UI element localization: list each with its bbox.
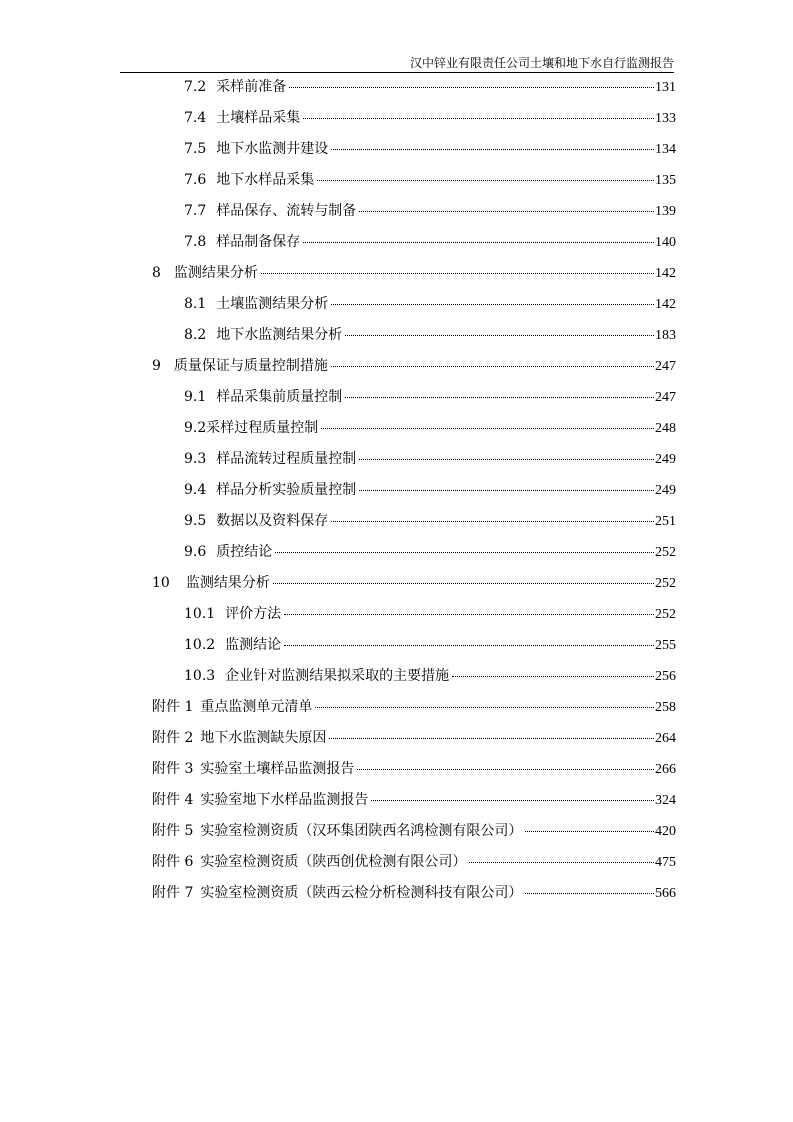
toc-entry-title: 企业针对监测结果拟采取的主要措施 [225,668,450,684]
toc-entry-page-number: 133 [655,111,676,126]
toc-entry-title: 质控结论 [216,544,273,560]
toc-entry-number: 7.7 [184,203,207,219]
toc-leader-dots [331,521,654,522]
toc-leader-dots [357,769,654,770]
toc-leader-dots [329,738,654,739]
toc-entry-title: 样品制备保存 [216,234,301,250]
toc-entry[interactable] [152,883,676,903]
toc-leader-dots [261,273,654,274]
toc-entry-number: 10.2 [184,637,216,653]
toc-leader-dots [469,862,654,863]
toc-entry[interactable] [184,232,676,252]
toc-entry-number: 附件 2 [152,730,194,746]
toc-entry-number: 附件 5 [152,823,194,839]
toc-entry-title: 实验室土壤样品监测报告 [200,761,355,777]
toc-entry-title: 采样前准备 [216,79,287,95]
toc-entry[interactable] [184,294,676,314]
toc-entry-page-number: 255 [655,638,676,653]
toc-leader-dots [275,552,654,553]
toc-entry[interactable] [184,77,676,97]
toc-entry-page-number: 140 [655,235,676,250]
toc-entry-page-number: 252 [655,576,676,591]
toc-entry[interactable] [152,728,676,748]
toc-entry-title: 监测结果分析 [185,575,270,591]
toc-entry-number: 7.6 [184,172,207,188]
toc-entry-number: 9.3 [184,451,207,467]
toc-entry-number: 9.6 [184,544,207,560]
toc-leader-dots [289,87,654,88]
toc-entry-number: 9.4 [184,482,207,498]
toc-entry[interactable] [152,852,676,872]
toc-entry-title: 地下水监测井建设 [216,141,329,157]
toc-entry-number: 9.5 [184,513,207,529]
toc-entry-number: 附件 4 [152,792,194,808]
toc-leader-dots [359,211,654,212]
toc-entry-page-number: 248 [655,421,676,436]
toc-leader-dots [331,149,654,150]
toc-entry-title: 土壤监测结果分析 [216,296,329,312]
toc-entry-title: 监测结果分析 [173,265,258,281]
toc-entry[interactable] [184,511,676,531]
toc-entry-page-number: 566 [655,886,676,901]
toc-entry-page-number: 266 [655,762,676,777]
toc-entry-title: 数据以及资料保存 [216,513,329,529]
toc-entry-number: 10.3 [184,668,216,684]
toc-entry-page-number: 247 [655,390,676,405]
toc-entry[interactable] [152,356,676,376]
toc-entry[interactable] [184,418,676,438]
toc-entry-page-number: 256 [655,669,676,684]
toc-entry-title: 地下水监测结果分析 [216,327,343,343]
toc-entry-page-number: 252 [655,607,676,622]
toc-entry-number: 9.2 [184,420,207,436]
toc-entry-title: 地下水样品采集 [216,172,315,188]
toc-leader-dots [315,707,654,708]
toc-entry-title: 实验室检测资质（陕西创优检测有限公司） [200,854,467,870]
toc-entry-title: 地下水监测缺失原因 [200,730,327,746]
toc-entry-number: 附件 3 [152,761,194,777]
toc-entry-page-number: 131 [655,80,676,95]
toc-leader-dots [331,366,654,367]
toc-entry-number: 附件 7 [152,885,194,901]
toc-entry[interactable] [152,790,676,810]
toc-entry[interactable] [184,108,676,128]
toc-leader-dots [303,118,654,119]
toc-entry-number: 附件 1 [152,699,194,715]
toc-entry-page-number: 247 [655,359,676,374]
toc-entry[interactable] [184,139,676,159]
toc-leader-dots [371,800,654,801]
toc-entry-number: 9 [152,358,161,374]
toc-entry[interactable] [184,170,676,190]
toc-entry[interactable] [184,604,676,624]
toc-entry-page-number: 249 [655,452,676,467]
toc-entry[interactable] [152,573,676,593]
toc-leader-dots [303,242,654,243]
toc-entry-page-number: 252 [655,545,676,560]
toc-entry-title: 采样过程质量控制 [206,420,319,436]
toc-entry[interactable] [184,666,676,686]
toc-entry-page-number: 142 [655,266,676,281]
toc-entry[interactable] [184,542,676,562]
toc-entry-page-number: 249 [655,483,676,498]
toc-entry-number: 9.1 [184,389,207,405]
toc-leader-dots [525,893,654,894]
running-header: 汉中锌业有限责任公司土壤和地下水自行监测报告 [409,56,674,70]
toc-leader-dots [525,831,654,832]
toc-entry-number: 10.1 [184,606,216,622]
toc-entry[interactable] [184,387,676,407]
toc-entry-page-number: 139 [655,204,676,219]
toc-entry-title: 土壤样品采集 [216,110,301,126]
toc-leader-dots [284,614,654,615]
toc-entry[interactable] [184,449,676,469]
toc-entry-number: 7.8 [184,234,207,250]
toc-leader-dots [452,676,654,677]
toc-leader-dots [359,490,654,491]
toc-entry-title: 样品采集前质量控制 [216,389,343,405]
toc-entry-title: 实验室地下水样品监测报告 [200,792,369,808]
toc-entry[interactable] [184,480,676,500]
toc-entry-title: 评价方法 [225,606,282,622]
toc-entry-page-number: 475 [655,855,676,870]
toc-entry-page-number: 251 [655,514,676,529]
toc-entry-page-number: 134 [655,142,676,157]
toc-entry-title: 样品分析实验质量控制 [216,482,357,498]
toc-entry-page-number: 324 [655,793,676,808]
toc-leader-dots [331,304,654,305]
toc-entry-title: 监测结论 [225,637,282,653]
toc-entry-number: 8.2 [184,327,207,343]
toc-entry[interactable] [152,697,676,717]
toc-leader-dots [359,459,654,460]
toc-entry[interactable] [152,821,676,841]
toc-entry-page-number: 264 [655,731,676,746]
toc-entry-page-number: 420 [655,824,676,839]
toc-entry-title: 实验室检测资质（陕西云检分析检测科技有限公司） [200,885,523,901]
toc-entry-number: 10 [152,575,170,591]
toc-entry-number: 附件 6 [152,854,194,870]
toc-leader-dots [284,645,654,646]
toc-entry[interactable] [184,325,676,345]
toc-entry[interactable] [152,759,676,779]
toc-entry-title: 样品保存、流转与制备 [216,203,357,219]
toc-entry-title: 样品流转过程质量控制 [216,451,357,467]
toc-entry-title: 实验室检测资质（汉环集团陕西名鸿检测有限公司） [200,823,523,839]
toc-leader-dots [273,583,654,584]
toc-entry-number: 8.1 [184,296,207,312]
toc-entry-page-number: 135 [655,173,676,188]
toc-entry-number: 7.2 [184,79,207,95]
toc-entry-title: 重点监测单元清单 [200,699,313,715]
toc-entry[interactable] [184,635,676,655]
toc-entry-number: 8 [152,265,161,281]
toc-leader-dots [317,180,654,181]
toc-leader-dots [345,397,654,398]
toc-entry-number: 7.4 [184,110,207,126]
toc-entry[interactable] [152,263,676,283]
header-rule [120,72,674,73]
toc-entry[interactable] [184,201,676,221]
toc-leader-dots [321,428,654,429]
toc-entry-number: 7.5 [184,141,207,157]
toc-entry-page-number: 258 [655,700,676,715]
toc-entry-title: 质量保证与质量控制措施 [173,358,328,374]
toc-leader-dots [345,335,654,336]
toc-entry-page-number: 183 [655,328,676,343]
toc-entry-page-number: 142 [655,297,676,312]
